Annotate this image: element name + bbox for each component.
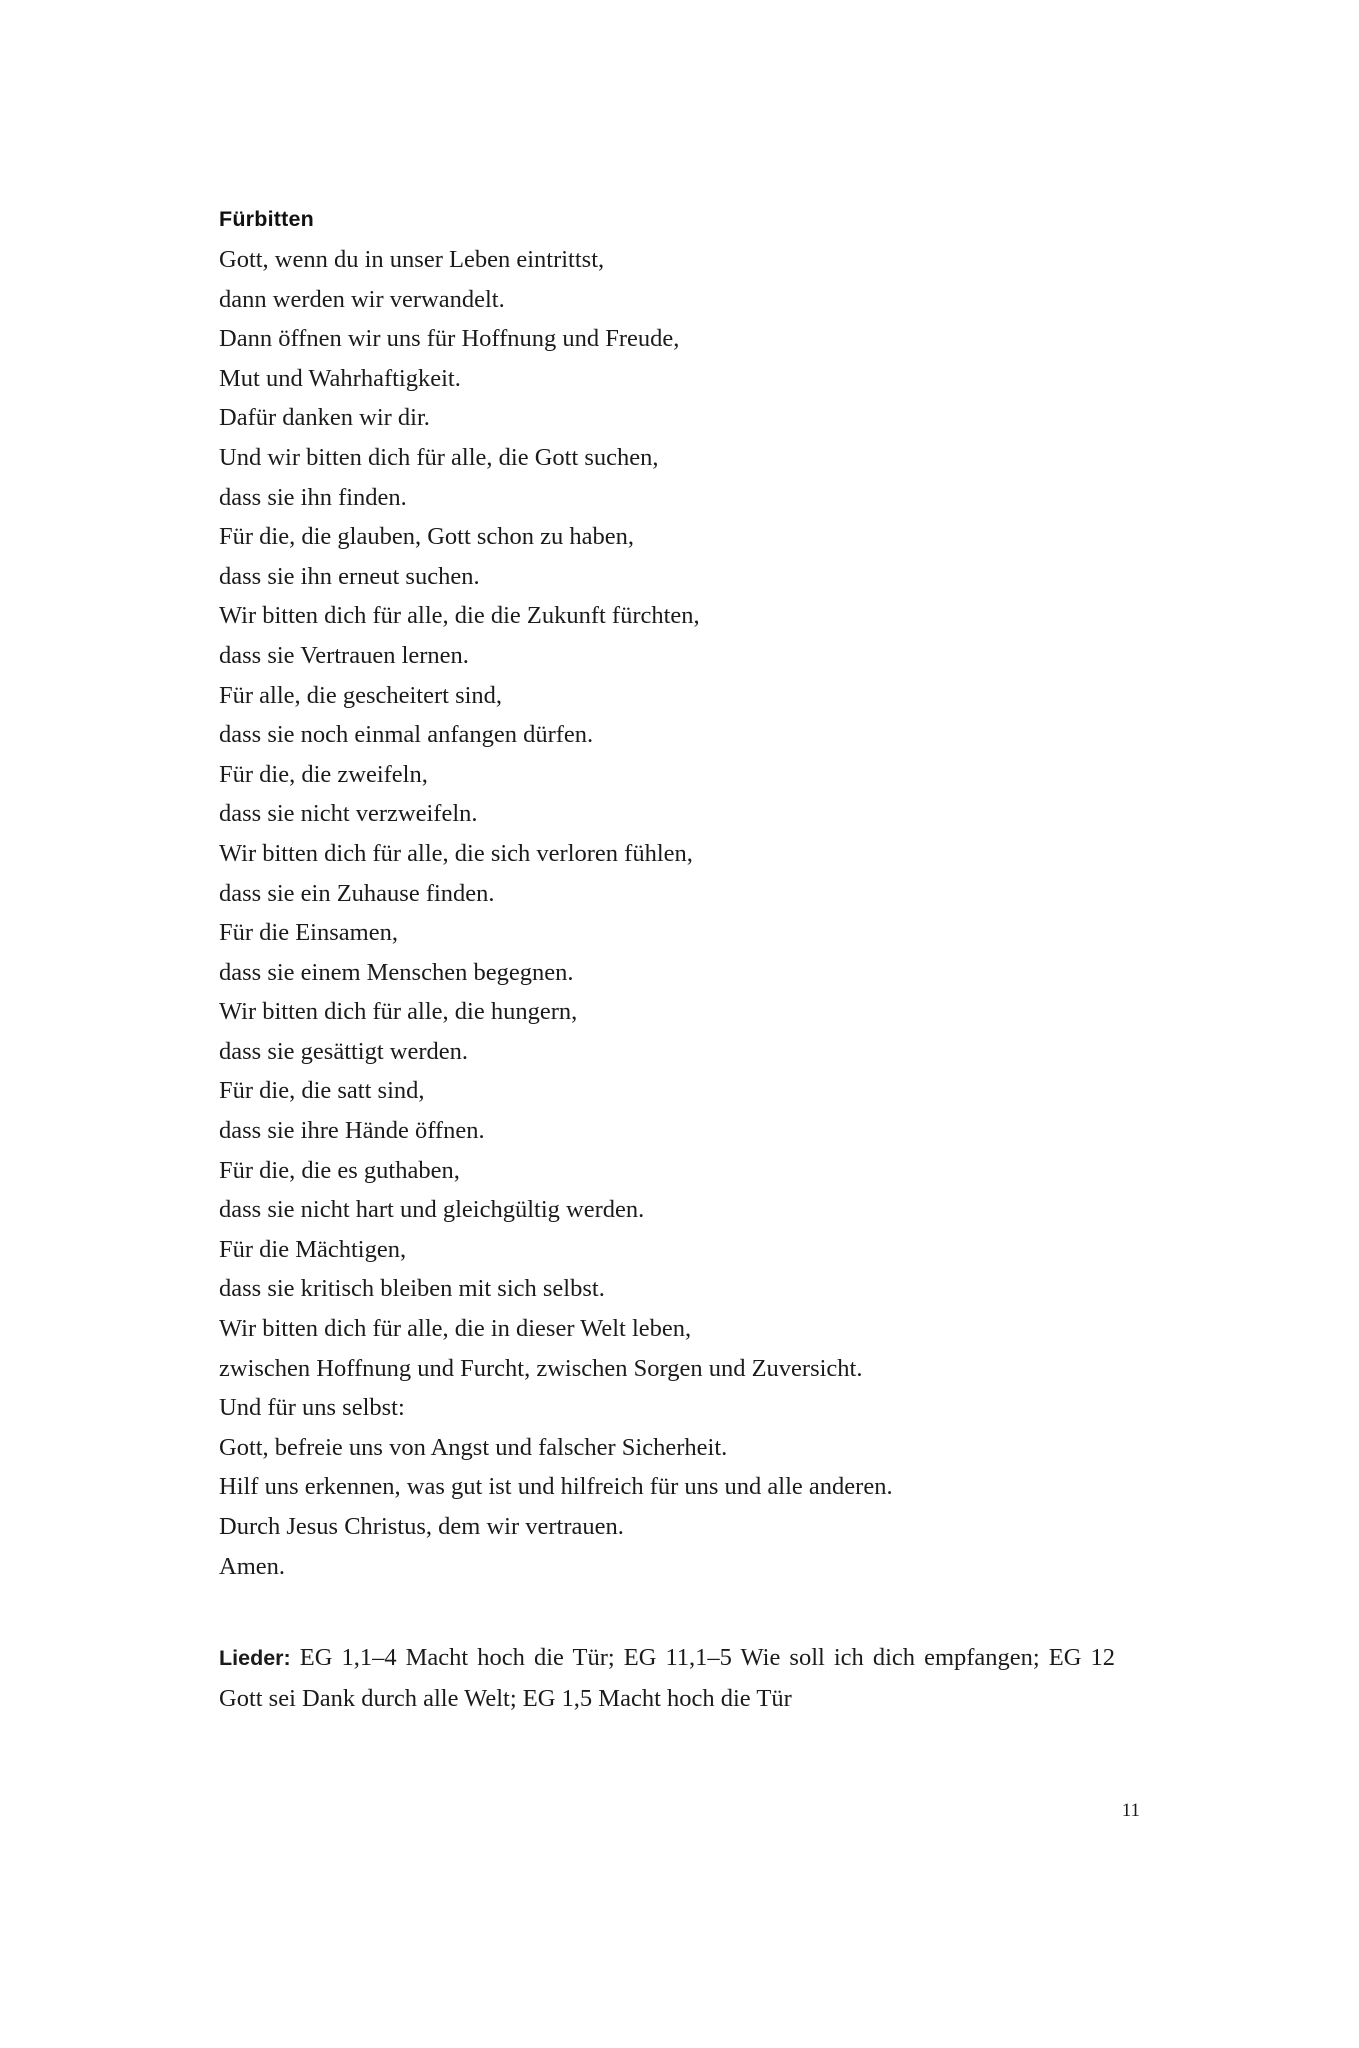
songs-text: EG 1,1–4 Macht hoch die Tür; EG 11,1–5 Wie soll ich dich empfangen; EG 12 Gott sei Dank durch alle Welt; EG 1,5 Macht hoch die Tür bbox=[219, 1644, 1115, 1712]
list-item: Hilf uns erkennen, was gut ist und hilfreich für uns und alle anderen. bbox=[219, 1473, 893, 1501]
list-item: Für die Mächtigen, bbox=[219, 1235, 407, 1263]
list-item: dass sie ihre Hände öffnen. bbox=[219, 1117, 485, 1145]
list-item: dass sie kritisch bleiben mit sich selbst. bbox=[219, 1275, 605, 1303]
list-item: zwischen Hoffnung und Furcht, zwischen Sorgen und Zuversicht. bbox=[219, 1354, 863, 1382]
list-item: Dann öffnen wir uns für Hoffnung und Freude, bbox=[219, 325, 680, 353]
songs-paragraph bbox=[219, 1638, 1115, 1718]
list-item: dass sie Vertrauen lernen. bbox=[219, 641, 469, 669]
list-item: Wir bitten dich für alle, die hungern, bbox=[219, 998, 578, 1026]
list-item: Wir bitten dich für alle, die in dieser Welt leben, bbox=[219, 1315, 692, 1343]
list-item: Für die, die zweifeln, bbox=[219, 760, 428, 788]
list-item: Mut und Wahrhaftigkeit. bbox=[219, 364, 461, 392]
list-item: dass sie nicht verzweifeln. bbox=[219, 800, 478, 828]
list-item: dass sie nicht hart und gleichgültig werden. bbox=[219, 1196, 645, 1224]
prayer-line-list bbox=[219, 240, 1119, 1586]
list-item: Für alle, die gescheitert sind, bbox=[219, 681, 503, 709]
list-item: Gott, wenn du in unser Leben eintrittst, bbox=[219, 246, 605, 274]
list-item: Wir bitten dich für alle, die sich verloren fühlen, bbox=[219, 839, 693, 867]
list-item: Und wir bitten dich für alle, die Gott suchen, bbox=[219, 443, 659, 471]
list-item: Dafür danken wir dir. bbox=[219, 404, 430, 432]
list-item: dass sie noch einmal anfangen dürfen. bbox=[219, 721, 594, 749]
page-content bbox=[219, 205, 1119, 1743]
list-item: dass sie gesättigt werden. bbox=[219, 1037, 469, 1065]
list-item: Für die Einsamen, bbox=[219, 919, 398, 947]
list-item: Für die, die glauben, Gott schon zu haben, bbox=[219, 523, 635, 551]
songs-label: Lieder: bbox=[219, 1646, 291, 1671]
list-item: Amen. bbox=[219, 1552, 285, 1580]
list-item: Für die, die es guthaben, bbox=[219, 1156, 460, 1184]
list-item: Und für uns selbst: bbox=[219, 1394, 405, 1422]
list-item: Gott, befreie uns von Angst und falscher Sicherheit. bbox=[219, 1433, 728, 1461]
list-item: dass sie ihn erneut suchen. bbox=[219, 562, 480, 590]
list-item: dass sie einem Menschen begegnen. bbox=[219, 958, 574, 986]
page-number: 11 bbox=[1121, 1800, 1140, 1821]
list-item: dass sie ein Zuhause finden. bbox=[219, 879, 495, 907]
list-item: dass sie ihn finden. bbox=[219, 483, 407, 511]
list-item: Für die, die satt sind, bbox=[219, 1077, 425, 1105]
list-item: Durch Jesus Christus, dem wir vertrauen. bbox=[219, 1513, 624, 1541]
list-item: Wir bitten dich für alle, die die Zukunft fürchten, bbox=[219, 602, 700, 630]
list-item: dann werden wir verwandelt. bbox=[219, 285, 505, 313]
page-title: Fürbitten bbox=[219, 207, 314, 231]
